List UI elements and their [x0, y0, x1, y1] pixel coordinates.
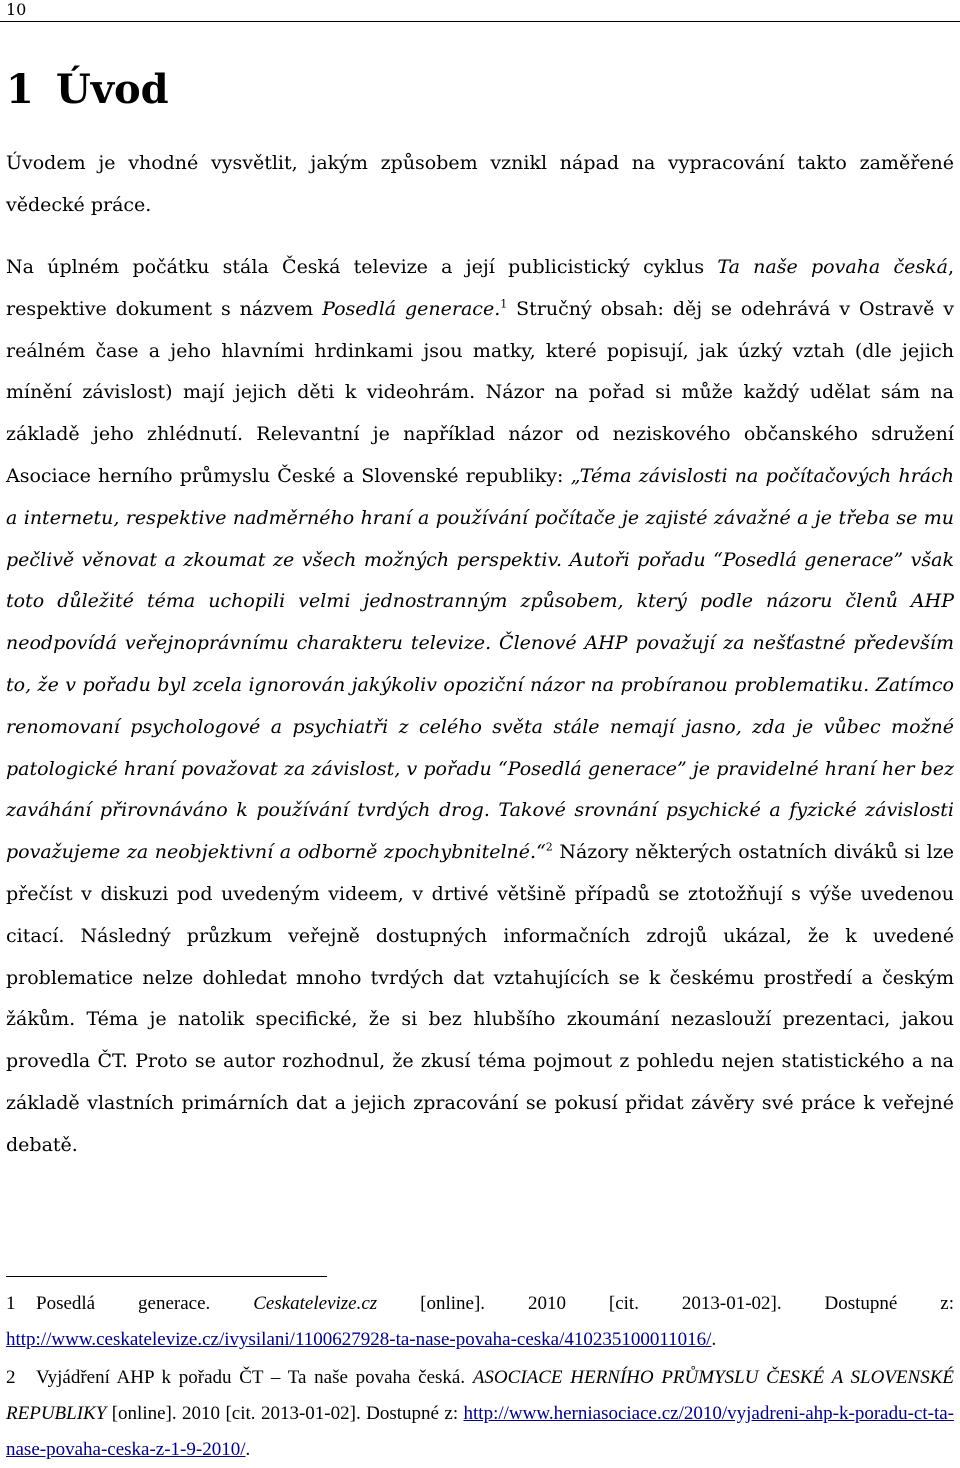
italic-text: Ceskatelevize.cz — [253, 1293, 378, 1314]
text-run: . — [711, 1329, 717, 1350]
footnote-link[interactable]: http://www.herniasociace.cz/2010/vyjadreni-ahp-k-poradu-ct-ta-nase-povaha-ceska-z-1-9-2010/ — [6, 1403, 954, 1460]
footnote-reference: 2 — [545, 840, 553, 854]
footnote-1 — [6, 1286, 954, 1358]
text-run: Na úplném počátku stála Česká televize a její publicistický cyklus — [6, 256, 718, 278]
italic-text: ASOCIACE HERNÍHO PRŮMYSLU ČESKÉ A SLOVENSKÉ REPUBLIKY — [6, 1367, 954, 1424]
text-run: , respektive dokument s názvem — [6, 256, 954, 320]
footnote-mark: 2 — [6, 1367, 16, 1388]
footnote-mark: 1 — [6, 1293, 16, 1314]
footnote-rule — [6, 1276, 327, 1277]
text-run: . — [245, 1439, 251, 1460]
footnote-link[interactable]: http://www.ceskatelevize.cz/ivysilani/1100627928-ta-nase-povaha-ceska/410235100011016/ — [6, 1329, 712, 1350]
header-rule — [0, 21, 960, 22]
footnote-reference: 1 — [500, 297, 508, 311]
chapter-title: Úvod — [55, 66, 169, 113]
page-number: 10 — [6, 0, 27, 19]
paragraph-intro — [6, 143, 954, 227]
footnote-2 — [6, 1360, 954, 1468]
paragraph-main — [6, 247, 954, 1167]
footnote-text — [6, 1293, 954, 1350]
text-run: [online]. 2010 [cit. 2013-01-02]. Dostupné z: — [106, 1403, 464, 1424]
italic-text: Ta naše povaha česká — [717, 256, 948, 278]
text-run: Úvodem je vhodné vysvětlit, jakým způsobem vznikl nápad na vypracování takto zaměřené vědecké práce. — [6, 152, 954, 216]
italic-text: „Téma závislosti na počítačových hrách a internetu, respektive nadměrného hraní a používání počítače je zajisté závažné a je třeba se mu pečlivě věnovat a zkoumat ze všech možných perspektiv. Autoři pořadu “Posedlá generace” však toto důležité téma uchopili velmi jednostranným způsobem, který podle názoru členů AHP neodpovídá veřejnoprávnímu charakteru televize. Členové AHP považují za nešťastné především to, že v pořadu byl zcela ignorován jakýkoliv opoziční názor na probíranou problematiku. Zatímco renomovaní psychologové a psychiatři z celého světa stále nemají jasno, zda je vůbec možné patologické hraní považovat za závislost, v pořadu “Posedlá generace” je pravidelné hraní her bez zaváhání přirovnáváno k používání tvrdých drog. Takové srovnání psychické a fyzické závislosti považujeme za neobjektivní a odborně zpochybnitelné.“ — [6, 464, 954, 864]
text-run: Posedlá generace. — [36, 1293, 254, 1314]
text-run: Názory některých ostatních diváků si lze přečíst v diskuzi pod uvedeným videem, v drtivé většině případů se ztotožňují s výše uvedenou citací. Následný průzkum veřejně dostupných informačních zdrojů ukázal, že k uvedené problematice nelze dohledat mnoho tvrdých dat vztahujících se k českému prostředí a českým žákům. Téma je natolik specifické, že si bez hlubšího zkoumání nezaslouží prezentaci, jakou provedla ČT. Proto se autor rozhodnul, že zkusí téma pojmout z pohledu nejen statistického a na základě vlastních primárních dat a jejich zpracování se pokusí přidat závěry své práce k veřejné debatě. — [6, 841, 954, 1156]
chapter-heading — [6, 62, 169, 118]
text-run: [online]. 2010 [cit. 2013-01-02]. Dostupné z: — [377, 1293, 955, 1314]
text-run: Stručný obsah: děj se odehrává v Ostravě v reálném čase a jeho hlavními hrdinkami jsou matky, které popisují, jak úzký vztah (dle jejich mínění závislost) mají jejich děti k videohrám. Názor na pořad si může každý udělat sám na základě jeho zhlédnutí. Relevantní je například názor od neziskového občanského sdružení Asociace herního průmyslu České a Slovenské republiky: — [6, 297, 954, 487]
chapter-number: 1 — [6, 66, 34, 113]
footnote-text — [6, 1367, 954, 1460]
italic-text: Posedlá generace. — [322, 297, 501, 320]
text-run: Vyjádření AHP k pořadu ČT – Ta naše povaha česká. — [36, 1367, 473, 1388]
